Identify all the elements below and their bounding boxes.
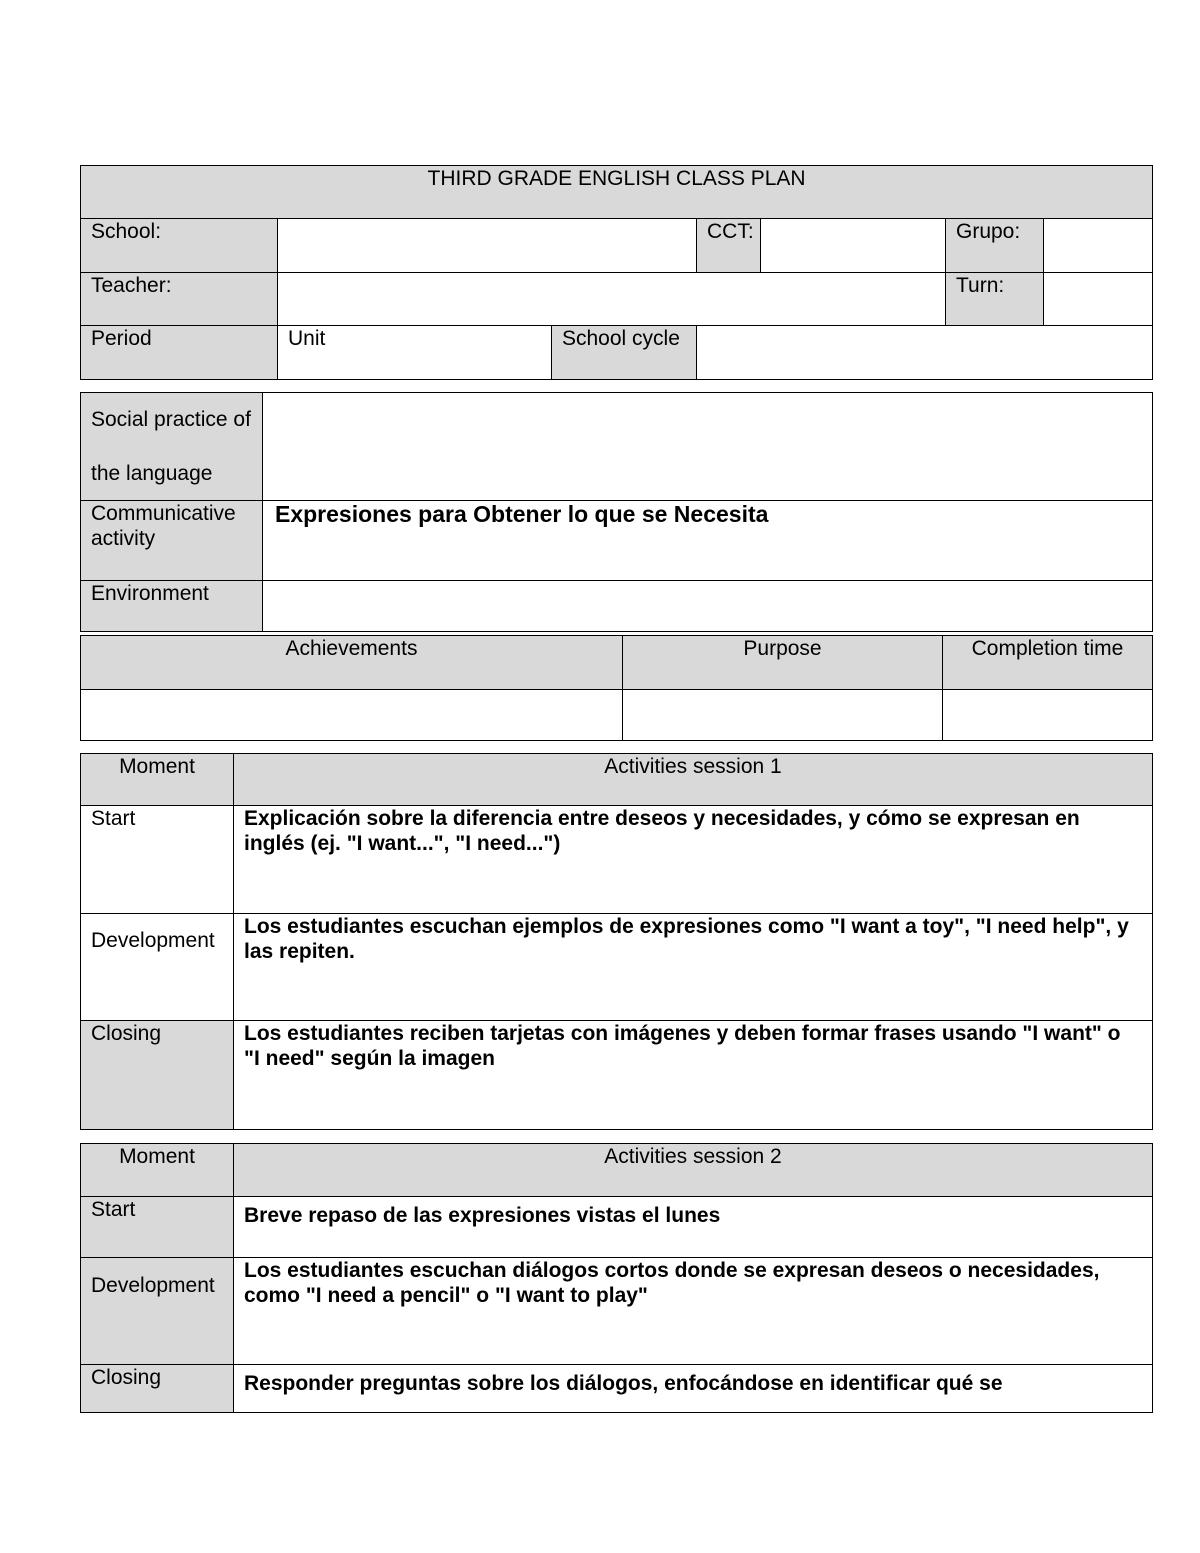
activity-cell: Breve repaso de las expresiones vistas el lunes: [234, 1197, 1153, 1258]
social-practice-label: Social practice of the language: [81, 393, 263, 501]
session1-table: [80, 753, 1153, 1130]
turn-label: Turn:: [946, 273, 1044, 326]
turn-field[interactable]: [1044, 273, 1153, 326]
grupo-field[interactable]: [1044, 219, 1153, 273]
school-cycle-field[interactable]: [697, 326, 1153, 380]
table-row: [81, 1365, 1153, 1413]
moment-cell: Closing: [81, 1365, 234, 1413]
purpose-header: Purpose: [623, 636, 943, 690]
school-field[interactable]: [278, 219, 697, 273]
table-row: [81, 1258, 1153, 1365]
moment-cell: Development: [81, 914, 234, 1021]
table-row: [81, 806, 1153, 914]
session2-title: Activities session 2: [234, 1144, 1153, 1197]
practice-table: [80, 392, 1153, 632]
table-row: [81, 1021, 1153, 1130]
social-practice-field[interactable]: [263, 393, 1153, 501]
achievements-field[interactable]: [81, 690, 623, 741]
session2-table: [80, 1143, 1153, 1413]
session1-title: Activities session 1: [234, 754, 1153, 806]
header-table: [80, 165, 1153, 380]
table-row: [81, 1197, 1153, 1258]
completion-time-header: Completion time: [943, 636, 1153, 690]
moment-cell: Start: [81, 1197, 234, 1258]
period-label: Period: [81, 326, 278, 380]
completion-time-field[interactable]: [943, 690, 1153, 741]
achievements-header: Achievements: [81, 636, 623, 690]
purpose-field[interactable]: [623, 690, 943, 741]
moment-cell: Closing: [81, 1021, 234, 1130]
teacher-field[interactable]: [278, 273, 946, 326]
activity-cell: Los estudiantes reciben tarjetas con imágenes y deben formar frases usando "I want" o "I need" según la imagen: [234, 1021, 1153, 1130]
plan-title: THIRD GRADE ENGLISH CLASS PLAN: [81, 166, 1153, 219]
cct-label: CCT:: [697, 219, 761, 273]
cct-field[interactable]: [761, 219, 946, 273]
environment-field[interactable]: [263, 581, 1153, 632]
session1-moment-header: Moment: [81, 754, 234, 806]
activity-cell: Los estudiantes escuchan ejemplos de expresiones como "I want a toy", "I need help", y las repiten.: [234, 914, 1153, 1021]
activity-cell: Los estudiantes escuchan diálogos cortos donde se expresan deseos o necesidades, como "I need a pencil" o "I want to play": [234, 1258, 1153, 1365]
table-row: [81, 914, 1153, 1021]
activity-cell: Responder preguntas sobre los diálogos, enfocándose en identificar qué se: [234, 1365, 1153, 1413]
activity-cell: Explicación sobre la diferencia entre deseos y necesidades, y cómo se expresan en inglés (ej. "I want...", "I need..."): [234, 806, 1153, 914]
session2-moment-header: Moment: [81, 1144, 234, 1197]
achievements-table: [80, 635, 1153, 741]
communicative-activity-label: Communicative activity: [81, 501, 263, 581]
unit-label: Unit: [278, 326, 552, 380]
environment-label: Environment: [81, 581, 263, 632]
school-cycle-label: School cycle: [552, 326, 697, 380]
grupo-label: Grupo:: [946, 219, 1044, 273]
school-label: School:: [81, 219, 278, 273]
communicative-activity-value: Expresiones para Obtener lo que se Necesita: [263, 501, 1153, 581]
moment-cell: Start: [81, 806, 234, 914]
teacher-label: Teacher:: [81, 273, 278, 326]
moment-cell: Development: [81, 1258, 234, 1365]
